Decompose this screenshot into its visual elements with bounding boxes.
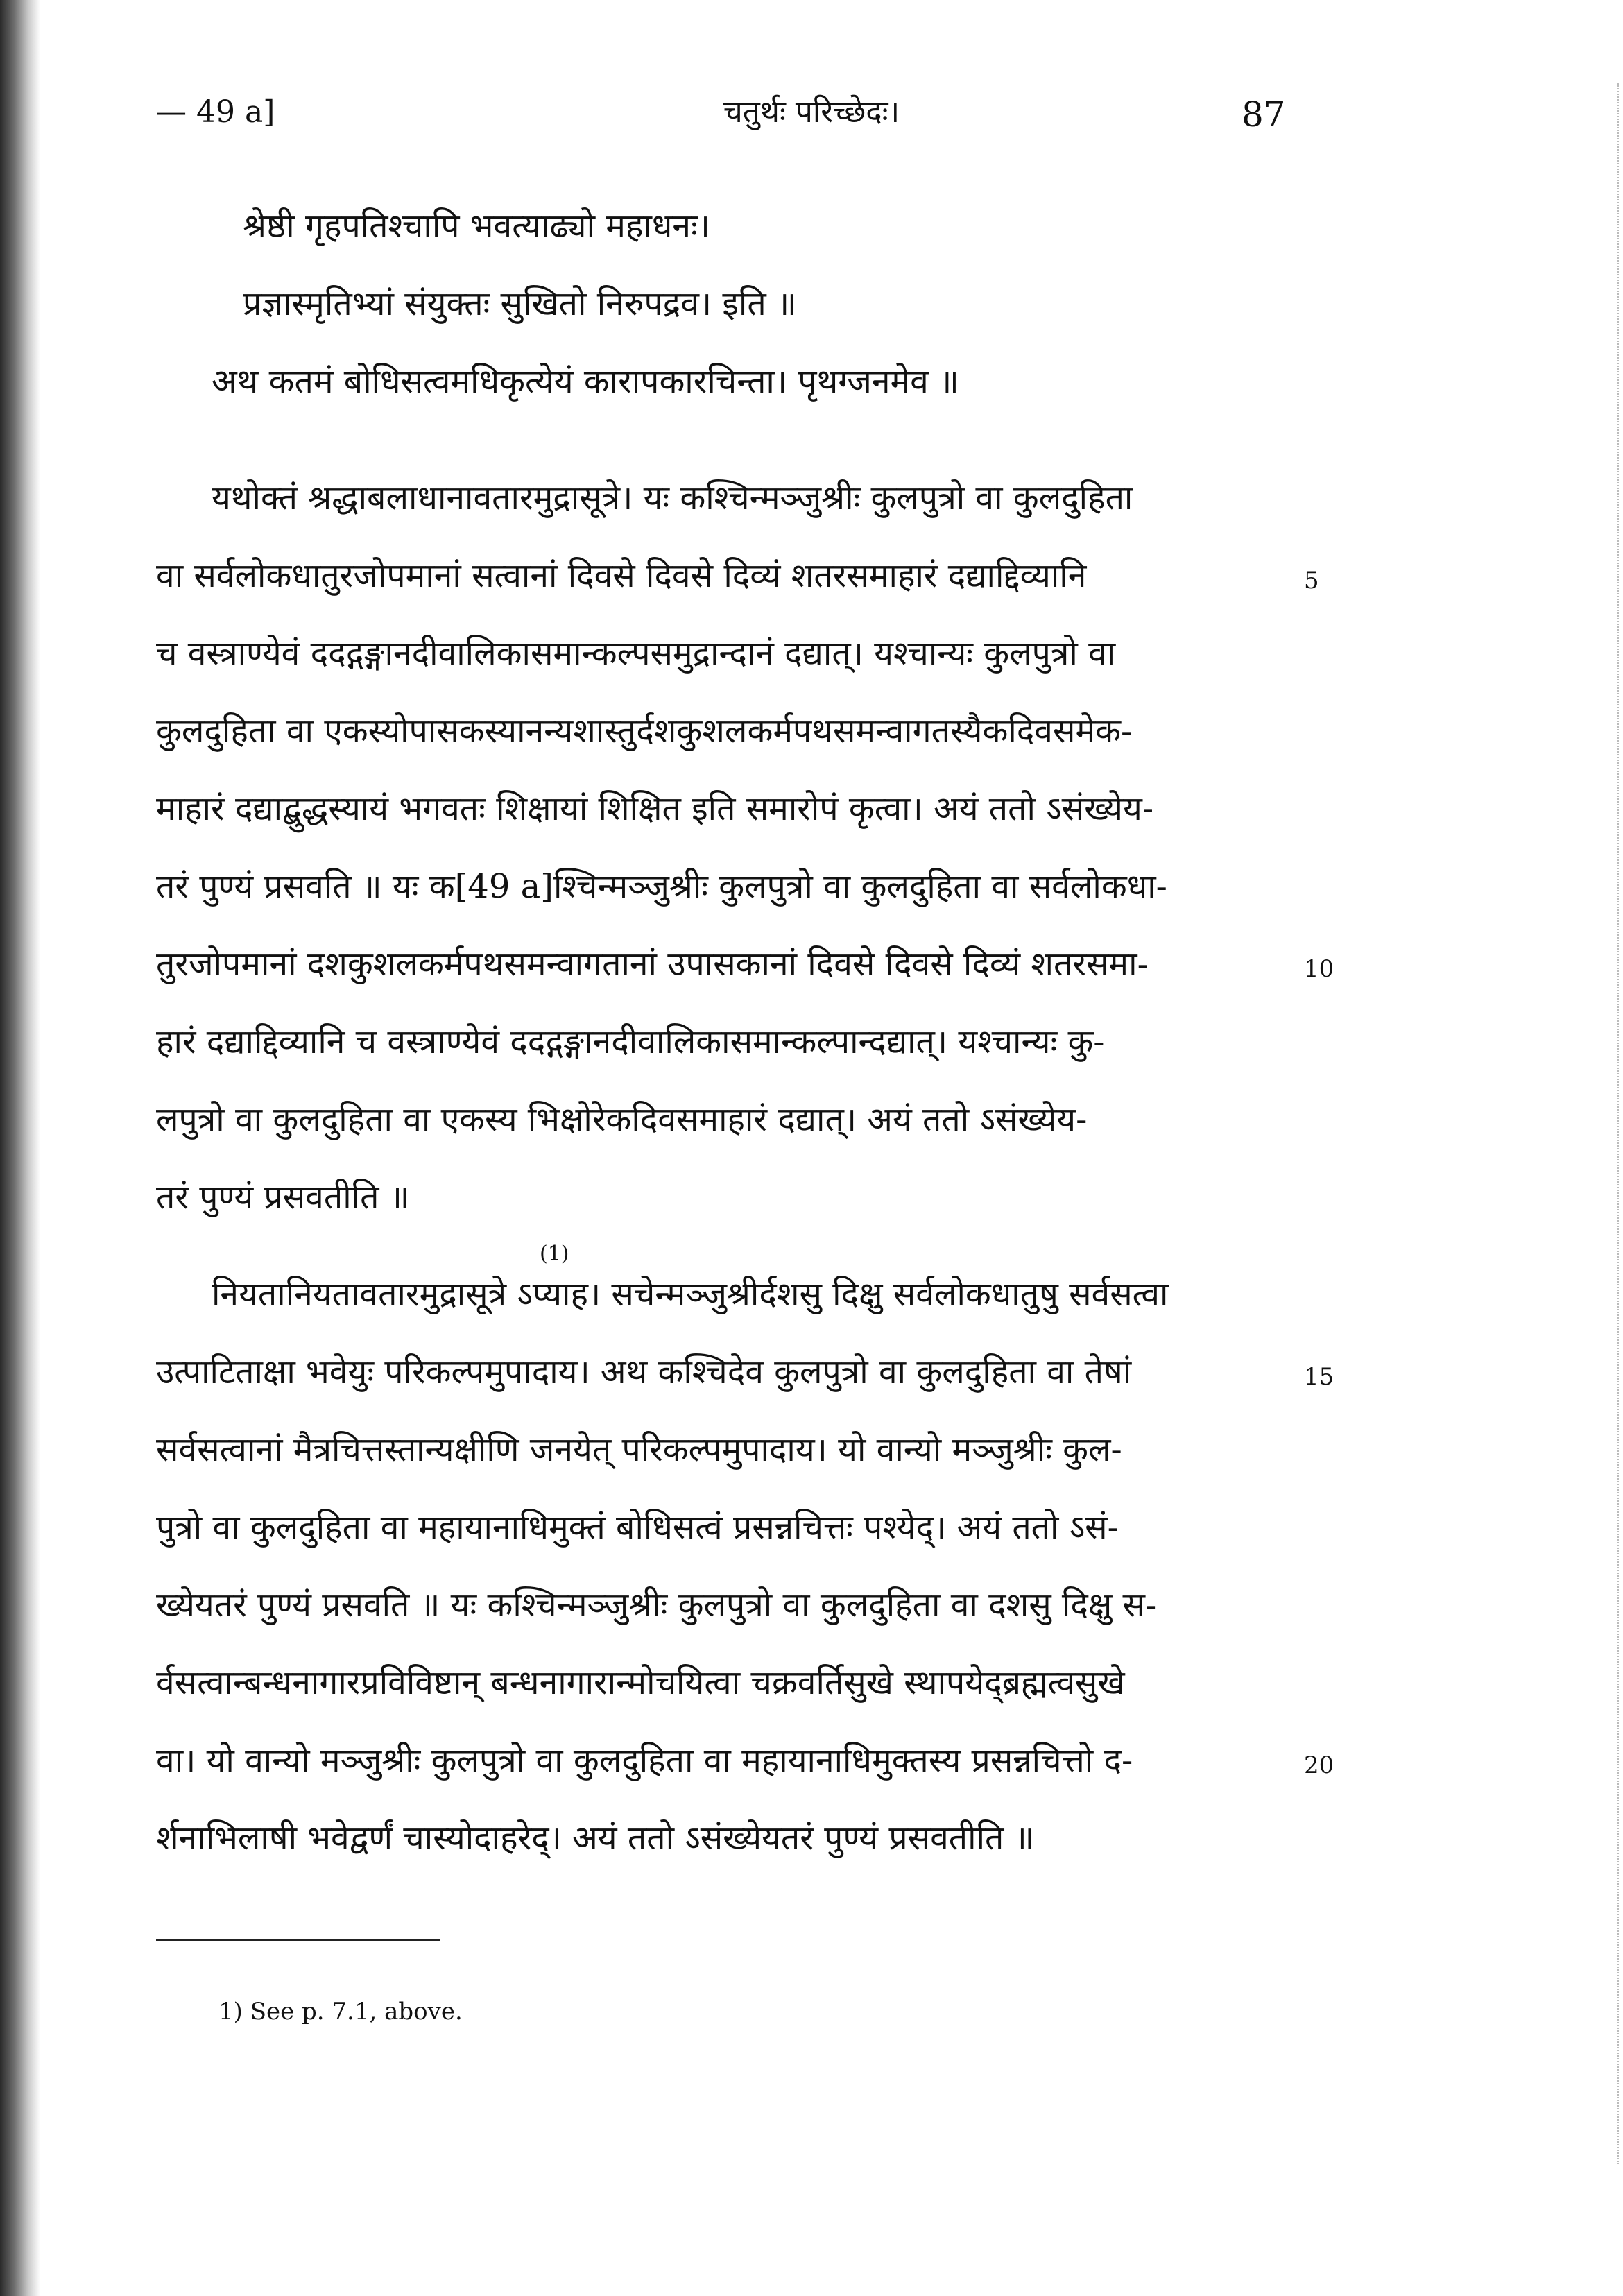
line-number: 10 bbox=[1304, 955, 1334, 983]
intro-line: अथ कतमं बोधिसत्वमधिकृत्येयं कारापकारचिन्ता। पृथग्जनमेव ॥ bbox=[212, 362, 959, 401]
text-line: ख्येयतरं पुण्यं प्रसवति ॥ यः कश्चिन्मञ्जुश्रीः कुलपुत्रो वा कुलदुहिता वा दशसु दिक्षु स- bbox=[156, 1586, 1157, 1625]
line-number: 5 bbox=[1304, 567, 1319, 594]
line-number: 15 bbox=[1304, 1363, 1334, 1391]
text-line: सर्वसत्वानां मैत्रचित्तस्तान्यक्षीणि जनयेत् परिकल्पमुपादाय। यो वान्यो मञ्जुश्रीः कुल- bbox=[156, 1430, 1122, 1469]
text-line: लपुत्रो वा कुलदुहिता वा एकस्य भिक्षोरेकदिवसमाहारं दद्यात्। अयं ततो ऽसंख्येय- bbox=[156, 1100, 1088, 1139]
text-line: तरं पुण्यं प्रसवतीति ॥ bbox=[156, 1178, 410, 1217]
text-line: उत्पाटिताक्षा भवेयुः परिकल्पमुपादाय। अथ कश्चिदेव कुलपुत्रो वा कुलदुहिता वा तेषां bbox=[156, 1353, 1132, 1391]
text-line: तरं पुण्यं प्रसवति ॥ यः क[49 a]श्चिन्मञ्जुश्रीः कुलपुत्रो वा कुलदुहिता वा सर्वलोकधा- bbox=[156, 867, 1167, 906]
page-number: 87 bbox=[1242, 94, 1286, 135]
footnote-rule bbox=[156, 1939, 440, 1941]
text-line: वा। यो वान्यो मञ्जुश्रीः कुलपुत्रो वा कुलदुहिता वा महायानाधिमुक्तस्य प्रसन्नचित्तो द- bbox=[156, 1741, 1133, 1780]
text-line: र्शनाभिलाषी भवेद्वर्णं चास्योदाहरेद्। अयं ततो ऽसंख्येयतरं पुण्यं प्रसवतीति ॥ bbox=[156, 1819, 1035, 1858]
page-edge-dots bbox=[1617, 83, 1623, 2164]
verse-line: श्रेष्ठी गृहपतिश्चापि भवत्याढ्यो महाधनः। bbox=[243, 207, 710, 246]
footnote-marker: (1) bbox=[540, 1242, 569, 1266]
text-line: र्वसत्वान्बन्धनागारप्रविविष्टान् बन्धनागारान्मोचयित्वा चक्रवर्तिसुखे स्थापयेद्ब्रह्मत्वसुखे bbox=[156, 1663, 1125, 1702]
running-head-title: चतुर्थः परिच्छेदः। bbox=[723, 94, 900, 130]
text-line: तुरजोपमानां दशकुशलकर्मपथसमन्वागतानां उपासकानां दिवसे दिवसे दिव्यं शतरसमा- bbox=[156, 945, 1149, 984]
footnote-text: 1) See p. 7.1, above. bbox=[218, 1998, 463, 2025]
text-line: यथोक्तं श्रद्धाबलाधानावतारमुद्रासूत्रे। यः कश्चिन्मञ्जुश्रीः कुलपुत्रो वा कुलदुहिता bbox=[212, 479, 1133, 517]
verse-line: प्रज्ञास्मृतिभ्यां संयुक्तः सुखितो निरुपद्रव। इति ॥ bbox=[243, 284, 797, 323]
line-number: 20 bbox=[1304, 1751, 1334, 1779]
running-head-left: — 49 a] bbox=[156, 94, 275, 130]
text-line: हारं दद्याद्दिव्यानि च वस्त्राण्येवं ददद्गङ्गानदीवालिकासमान्कल्पान्दद्यात्। यश्चान्यः कु- bbox=[156, 1022, 1105, 1061]
text-line: च वस्त्राण्येवं ददद्गङ्गानदीवालिकासमान्कल्पसमुद्रान्दानं दद्यात्। यश्चान्यः कुलपुत्रो वा bbox=[156, 634, 1116, 673]
book-spine-shadow bbox=[0, 0, 40, 2296]
text-line: पुत्रो वा कुलदुहिता वा महायानाधिमुक्तं बोधिसत्वं प्रसन्नचित्तः पश्येद्। अयं ततो ऽसं- bbox=[156, 1508, 1119, 1547]
text-line: वा सर्वलोकधातुरजोपमानां सत्वानां दिवसे दिवसे दिव्यं शतरसमाहारं दद्याद्दिव्यानि bbox=[156, 556, 1087, 595]
text-line: कुलदुहिता वा एकस्योपासकस्यानन्यशास्तुर्दशकुशलकर्मपथसमन्वागतस्यैकदिवसमेक- bbox=[156, 712, 1133, 751]
text-line: नियतानियतावतारमुद्रासूत्रे ऽप्याह। सचेन्मञ्जुश्रीर्दशसु दिक्षु सर्वलोकधातुषु सर्वसत्वा bbox=[212, 1275, 1169, 1314]
text-line: माहारं दद्याद्बुद्धस्यायं भगवतः शिक्षायां शिक्षित इति समारोपं कृत्वा। अयं ततो ऽसंख्येय- bbox=[156, 789, 1154, 828]
